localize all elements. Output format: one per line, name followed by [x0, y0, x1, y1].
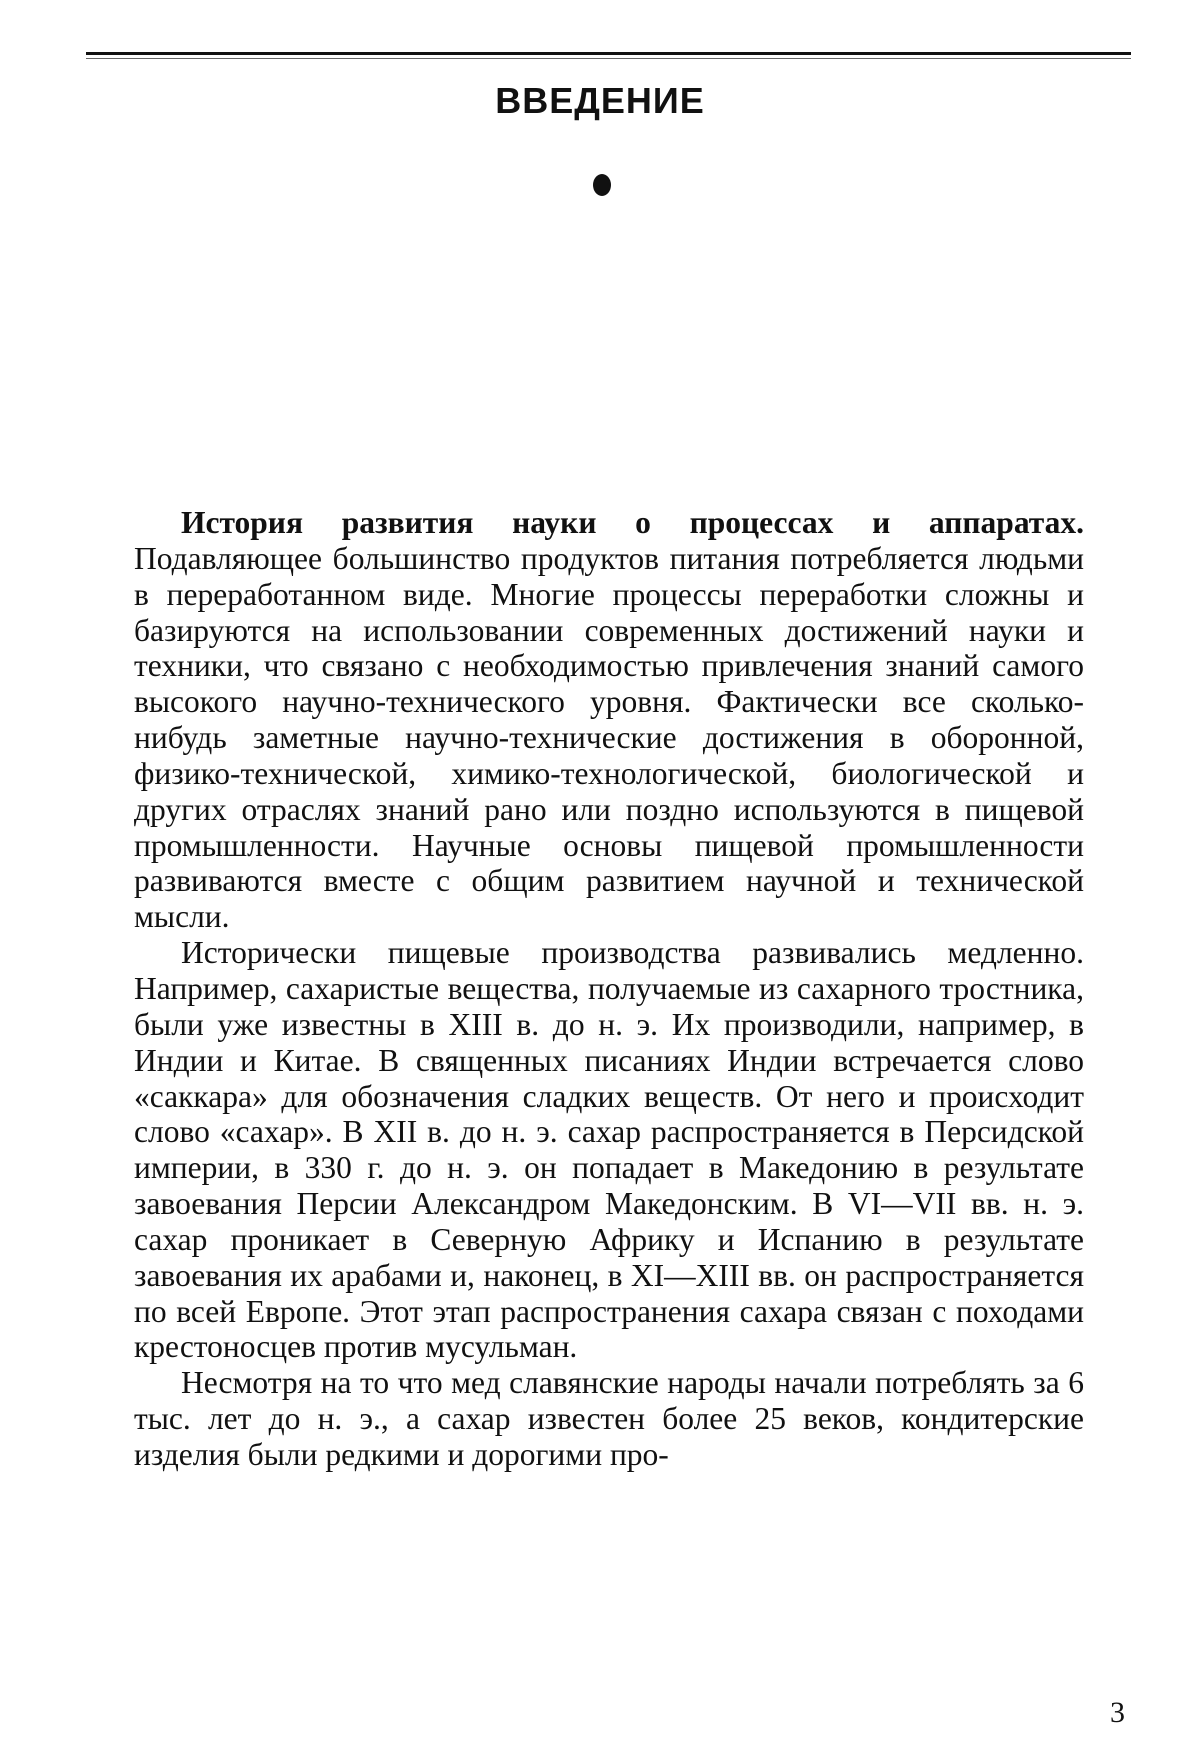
- paragraph-3: Несмотря на то что мед славянские народы начали потреблять за 6 тыс. лет до н. э., а сахар известен более 25 веков, кондитерские изделия были редкими и дорогими про-: [134, 1365, 1084, 1472]
- bullet-ornament: [593, 174, 611, 196]
- top-rule: [86, 52, 1131, 55]
- paragraph-2: Исторически пищевые производства развивались медленно. Например, сахаристые вещества, получаемые из сахарного тростника, были уже известны в XIII в. до н. э. Их производили, например, в Индии и Китае. В священных писаниях Индии встречается слово «саккара» для обозначения сладких веществ. От него и происходит слово «сахар». В XII в. до н. э. сахар распространяется в Персидской империи, в 330 г. до н. э. он попадает в Македонию в результате завоевания Персии Александром Македонским. В VI—VII вв. н. э. сахар проникает в Северную Африку и Испанию в результате завоевания их арабами и, наконец, в XI—XIII вв. он распространяется по всей Европе. Этот этап распространения сахара связан с походами крестоносцев против мусульман.: [134, 935, 1084, 1365]
- body-text: [134, 505, 1084, 1473]
- page-number: 3: [1110, 1696, 1125, 1729]
- paragraph-1-lead: История развития науки о процессах и аппаратах.: [181, 505, 1084, 540]
- paragraph-1: [134, 505, 1084, 935]
- top-rule-thin: [86, 58, 1131, 59]
- chapter-heading: ВВЕДЕНИЕ: [495, 80, 705, 121]
- paragraph-1-text: Подавляющее большинство продуктов питания потребляется людьми в переработанном виде. Многие процессы переработки сложны и базируются на использовании современных достижений науки и техники, что связано с необходимостью привлечения знаний самого высокого научно-технического уровня. Фактически все сколько-нибудь заметные научно-технические достижения в оборонной, физико-технической, химико-технологической, биологической и других отраслях знаний рано или поздно используются в пищевой промышленности. Научные основы пищевой промышленности развиваются вместе с общим развитием научной и технической мысли.: [134, 540, 1084, 935]
